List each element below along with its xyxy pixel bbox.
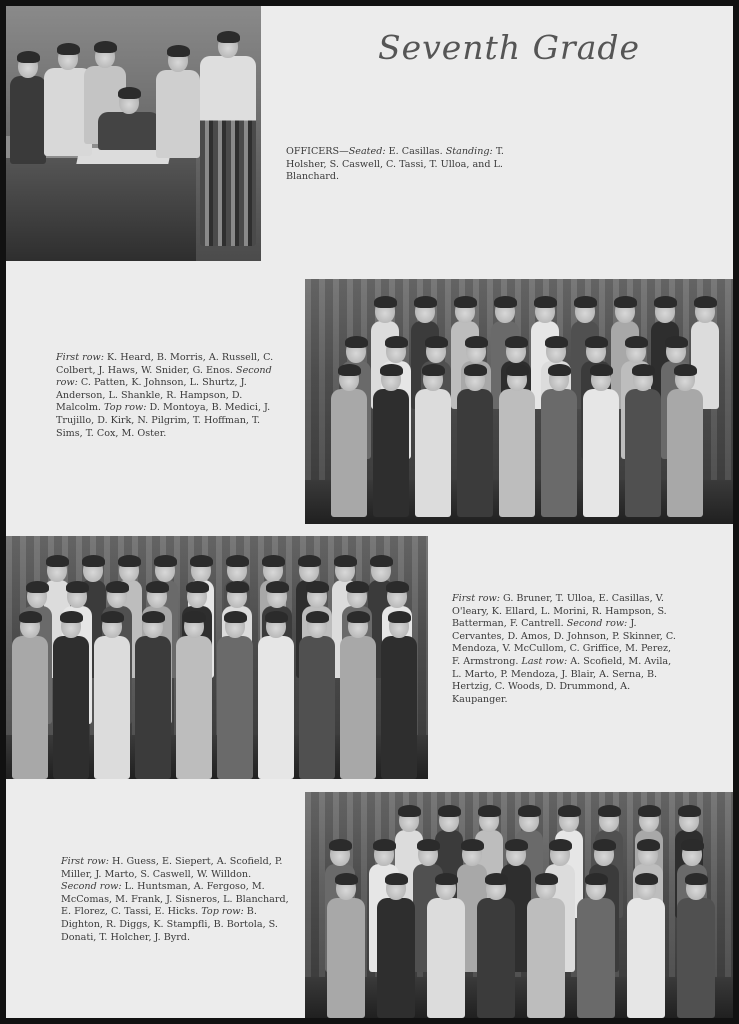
student-figure — [583, 367, 619, 517]
standing-label: Standing: — [445, 146, 493, 157]
class-photo-2 — [6, 536, 428, 779]
first-row-label: First row: — [61, 856, 109, 867]
second-row-label: Second row: — [566, 618, 628, 630]
student-figure — [667, 367, 703, 517]
student-figure — [331, 367, 367, 517]
student-figure — [677, 876, 715, 1018]
officer-figure — [156, 48, 200, 158]
last-row-label: Last row: — [521, 655, 568, 667]
group2-caption — [452, 593, 680, 706]
student-figure — [627, 876, 665, 1018]
second-row-names: L. Huntsman, A. Fergoso, M. McComas, M. Frank, J. Sisneros, L. Blanchard, E. Florez, C. Tassi, E. Hicks. — [61, 881, 289, 918]
student-figure — [377, 876, 415, 1018]
top-row-names: D. Montoya, B. Medici, J. Trujillo, D. Kirk, N. Pilgrim, T. Hoffman, T. Sims, T. Cox, M. Oster. — [56, 402, 271, 439]
student-figure — [457, 367, 493, 517]
group3-caption — [61, 856, 289, 944]
student-figure — [499, 367, 535, 517]
student-figure — [427, 876, 465, 1018]
standing-names: T. Holsher, S. Caswell, C. Tassi, T. Ulloa, and L. Blanchard. — [286, 146, 504, 183]
student-figure — [12, 614, 48, 779]
student-figure — [373, 367, 409, 517]
student-figure — [176, 614, 212, 779]
student-figure — [299, 614, 335, 779]
second-row-names: C. Patten, K. Johnson, L. Shurtz, J. Anderson, L. Shankle, R. Hampson, D. Malcolm. — [56, 377, 247, 414]
student-figure — [327, 876, 365, 1018]
student-figure — [477, 876, 515, 1018]
student-figure — [415, 367, 451, 517]
student-figure — [258, 614, 294, 779]
student-figure — [625, 367, 661, 517]
second-row-label: Second row: — [61, 881, 122, 893]
second-row-names: J. Cervantes, D. Amos, D. Johnson, P. Skinner, C. Mendoza, V. McCullom, C. Griffice, M. Perez, F. Armstrong. — [452, 618, 676, 667]
last-row-names: A. Scofield, M. Avila, L. Marto, P. Mendoza, J. Blair, A. Serna, B. Hertzig, C. Woods, D. Drummond, A. Kaupanger. — [452, 655, 672, 705]
student-figure — [53, 614, 89, 779]
seated-names: E. Casillas. — [388, 146, 443, 157]
officer-figure — [200, 34, 256, 246]
student-figure — [94, 614, 130, 779]
student-figure — [381, 614, 417, 779]
first-row-names: H. Guess, E. Siepert, A. Scofield, P. Miller, J. Marto, S. Caswell, W. Willdon. — [61, 856, 283, 880]
officers-caption — [286, 146, 518, 184]
class-photo-1 — [305, 279, 733, 524]
class-photo-3 — [305, 792, 733, 1018]
top-row-names: B. Dighton, R. Diggs, K. Stampfli, B. Bortola, S. Donati, T. Holcher, J. Byrd. — [61, 906, 278, 943]
officer-figure — [10, 54, 46, 164]
top-row-label: Top row: — [201, 906, 244, 918]
student-figure — [340, 614, 376, 779]
first-row-names: K. Heard, B. Morris, A. Russell, C. Colbert, J. Haws, W. Snider, G. Enos. — [56, 352, 274, 376]
page-title: Seventh Grade — [378, 28, 641, 67]
second-row-label: Second row: — [56, 364, 272, 389]
student-figure — [217, 614, 253, 779]
group1-caption — [56, 352, 284, 440]
officers-photo — [6, 6, 261, 261]
student-figure — [541, 367, 577, 517]
officers-label: OFFICERS — [286, 146, 340, 157]
first-row-label: First row: — [452, 593, 500, 604]
student-figure — [577, 876, 615, 1018]
officer-figure-seated — [98, 90, 160, 150]
seated-label: —Seated: — [339, 146, 386, 157]
top-row-label: Top row: — [104, 402, 147, 414]
first-row-label: First row: — [56, 352, 104, 363]
student-figure — [527, 876, 565, 1018]
first-row-names: G. Bruner, T. Ulloa, E. Casillas, V. O'leary, K. Ellard, L. Morini, R. Hampson, S. Batterman, F. Cantrell. — [452, 593, 667, 630]
student-figure — [135, 614, 171, 779]
yearbook-page — [6, 6, 733, 1018]
